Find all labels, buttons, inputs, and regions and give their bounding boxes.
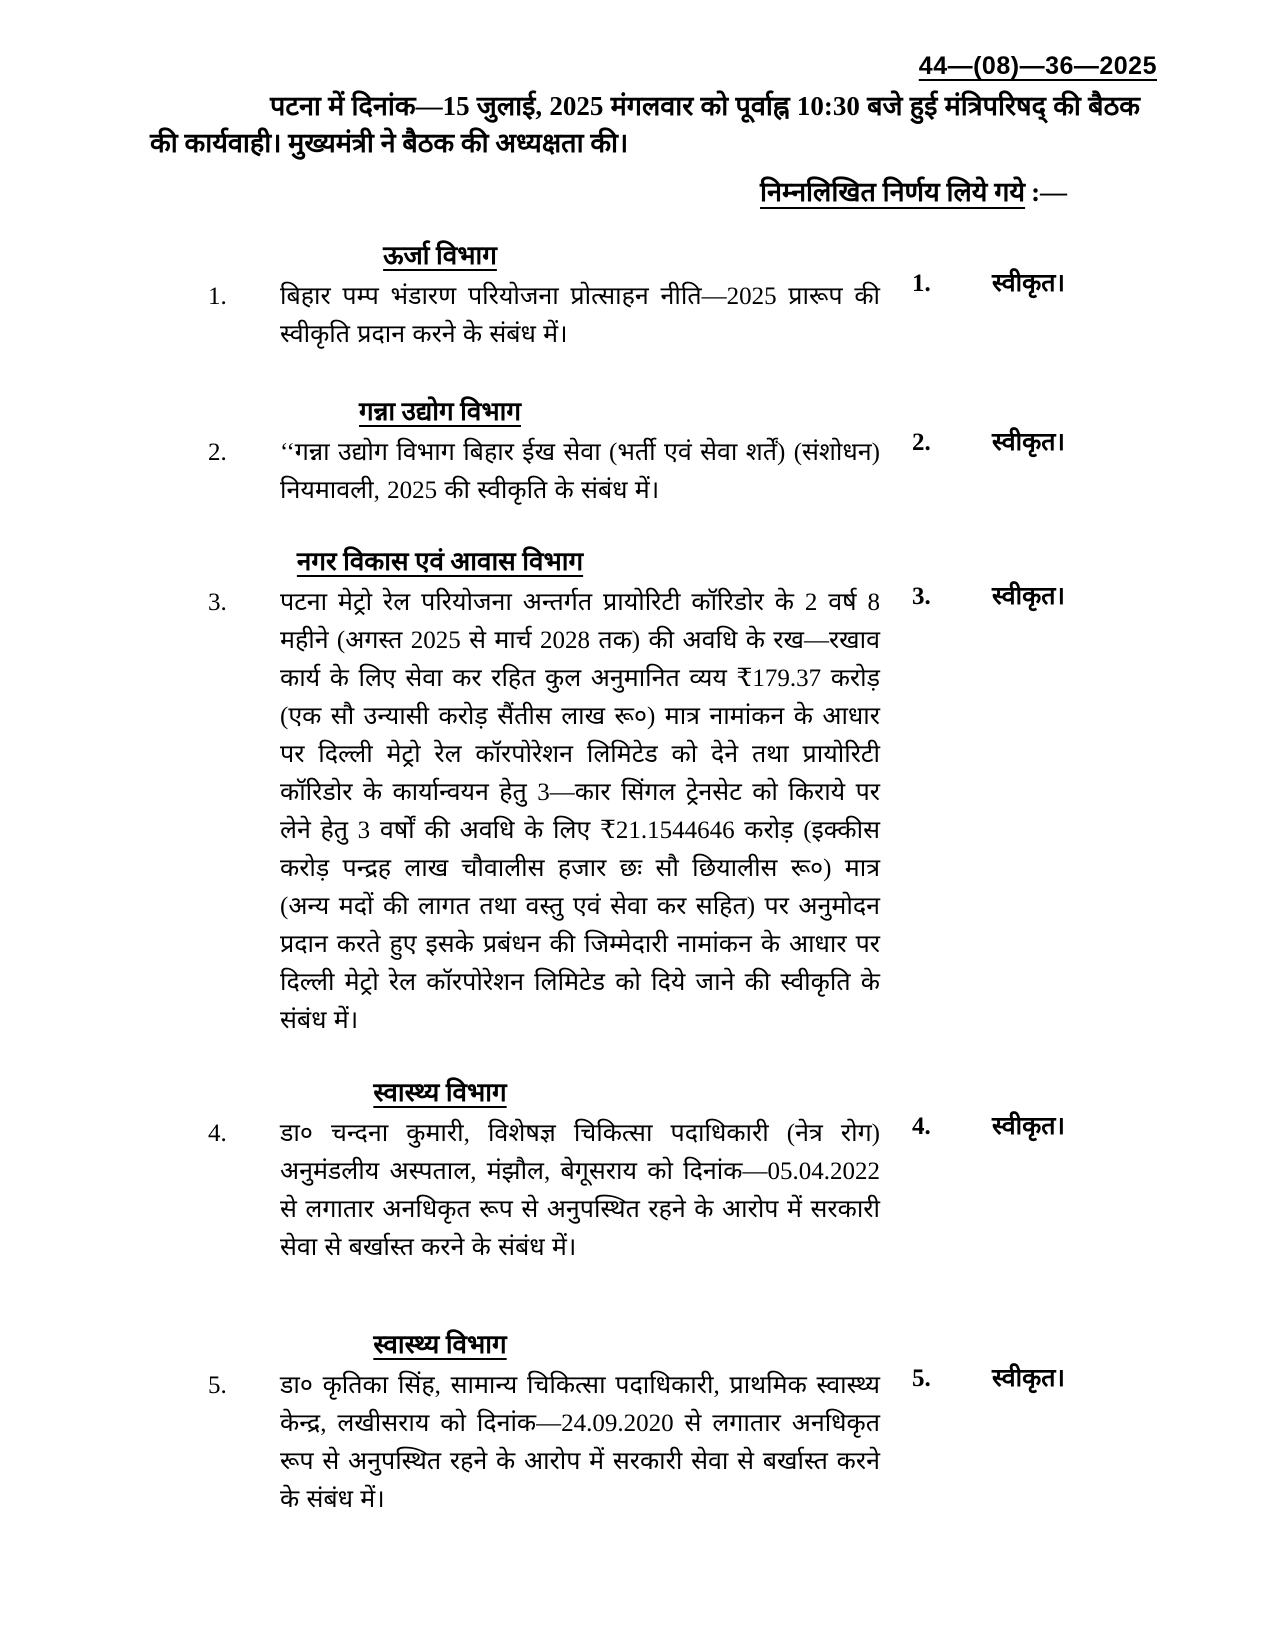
item-text: डा० कृतिका सिंह, सामान्य चिकित्सा पदाधिकारी, प्राथमिक स्वास्थ्य केन्द्र, लखीसराय को दिनांक—24.09.2020 से लगातार अनधिकृत रूप से अनुपस्थित रहने के आरोप में सरकारी सेवा से बर्खास्त करने के संबंध में। [280, 1372, 880, 1513]
decision-item-3 [0, 542, 1275, 1040]
decision-number: 2. [912, 429, 931, 456]
decision-number: 1. [912, 270, 931, 297]
decision-number: 4. [912, 1113, 931, 1140]
item-number: 1. [208, 283, 227, 310]
department-name: स्वास्थ्य विभाग [373, 1078, 507, 1107]
decision-text: स्वीकृत। [992, 583, 1066, 610]
item-row [0, 278, 1275, 354]
decision-text: स्वीकृत। [992, 1365, 1066, 1392]
department-name: गन्ना उद्योग विभाग [358, 397, 522, 426]
decision-number: 3. [912, 583, 931, 610]
item-number: 4. [208, 1120, 227, 1147]
decision-entry-5 [912, 1360, 1065, 1394]
decision-item-4 [0, 1073, 1275, 1267]
decisions-heading-suffix: :— [1031, 177, 1068, 207]
decision-item-5 [0, 1325, 1275, 1519]
decision-text: स्वीकृत। [992, 429, 1066, 456]
department-heading [0, 1073, 880, 1109]
decision-number: 5. [912, 1365, 931, 1392]
department-name: स्वास्थ्य विभाग [373, 1330, 507, 1359]
department-heading [0, 236, 880, 272]
decision-entry-3 [912, 578, 1065, 612]
decision-text: स्वीकृत। [992, 270, 1066, 297]
item-row [0, 584, 1275, 1040]
item-text: ‘‘गन्ना उद्योग विभाग बिहार ईख सेवा (भर्ती एवं सेवा शर्तें) (संशोधन) नियमावली, 2025 की स्वीकृति के संबंध में। [280, 439, 880, 504]
file-number: 44—(08)—36—2025 [918, 52, 1157, 80]
decision-entry-1 [912, 265, 1065, 299]
meeting-title: पटना में दिनांक—15 जुलाई, 2025 मंगलवार को पूर्वाह्न 10:30 बजे हुई मंत्रिपरिषद् की बैठक की कार्यवाही। मुख्यमंत्री ने बैठक की अध्यक्षता की। [150, 91, 1140, 159]
item-text: बिहार पम्प भंडारण परियोजना प्रोत्साहन नीति—2025 प्रारूप की स्वीकृति प्रदान करने के संबंध में। [280, 283, 880, 348]
decision-item-2 [0, 392, 1275, 510]
item-row [0, 434, 1275, 510]
department-heading [0, 1325, 880, 1361]
item-row [0, 1367, 1275, 1519]
item-number: 2. [208, 439, 227, 466]
decision-item-1 [0, 236, 1275, 354]
department-heading [0, 392, 880, 428]
decision-text: स्वीकृत। [992, 1113, 1066, 1140]
decisions-heading [760, 172, 1067, 209]
item-row [0, 1115, 1275, 1267]
decision-entry-4 [912, 1108, 1065, 1142]
item-number: 3. [208, 589, 227, 616]
department-name: ऊर्जा विभाग [383, 241, 497, 270]
item-number: 5. [208, 1372, 227, 1399]
department-name: नगर विकास एवं आवास विभाग [296, 547, 584, 576]
decisions-heading-text: निम्नलिखित निर्णय लिये गये [760, 177, 1026, 207]
item-text: पटना मेट्रो रेल परियोजना अन्तर्गत प्रायोरिटी कॉरिडोर के 2 वर्ष 8 महीने (अगस्त 2025 से मार्च 2028 तक) की अवधि के रख—रखाव कार्य के लिए सेवा कर रहित कुल अनुमानित व्यय ₹179.37 करोड़ (एक सौ उन्यासी करोड़ सैंतीस लाख रू०) मात्र नामांकन के आधार पर दिल्ली मेट्रो रेल कॉरपोरेशन लिमिटेड को देने तथा प्रायोरिटी कॉरिडोर के कार्यान्वयन हेतु 3—कार सिंगल ट्रेनसेट को किराये पर लेने हेतु 3 वर्षों की अवधि के लिए ₹21.1544646 करोड़ (इक्कीस करोड़ पन्द्रह लाख चौवालीस हजार छः सौ छियालीस रू०) मात्र (अन्य मदों की लागत तथा वस्तु एवं सेवा कर सहित) पर अनुमोदन प्रदान करते हुए इसके प्रबंधन की जिम्मेदारी नामांकन के आधार पर दिल्ली मेट्रो रेल कॉरपोरेशन लिमिटेड को दिये जाने की स्वीकृति के संबंध में। [280, 589, 880, 1034]
decision-entry-2 [912, 424, 1065, 458]
department-heading [0, 542, 880, 578]
item-text: डा० चन्दना कुमारी, विशेषज्ञ चिकित्सा पदाधिकारी (नेत्र रोग) अनुमंडलीय अस्पताल, मंझौल, बेगूसराय को दिनांक—05.04.2022 से लगातार अनधिकृत रूप से अनुपस्थित रहने के आरोप में सरकारी सेवा से बर्खास्त करने के संबंध में। [280, 1120, 880, 1261]
